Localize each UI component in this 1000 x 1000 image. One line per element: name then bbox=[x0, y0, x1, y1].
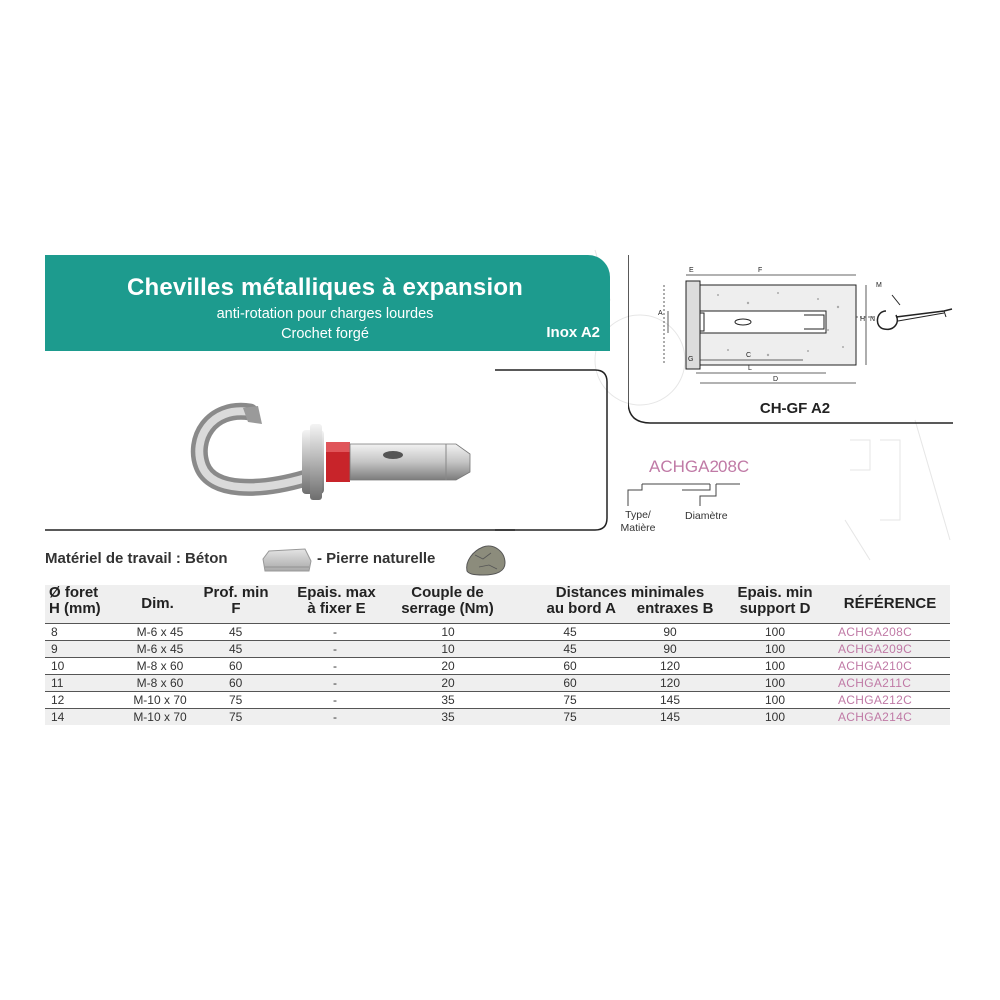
header-foret: Ø foret H (mm) bbox=[49, 584, 101, 617]
photo-frame-bottom bbox=[45, 528, 515, 536]
dim-label-h: H bbox=[860, 316, 866, 323]
dim-label-e: E bbox=[689, 267, 694, 274]
dim-label-g: G bbox=[688, 356, 694, 363]
header-banner bbox=[45, 255, 610, 351]
header-bord: au bord A bbox=[546, 600, 616, 617]
table-body bbox=[45, 623, 950, 725]
table-row: 11 M-8 x 60 60 - 20 60 120 100 ACHGA211C bbox=[45, 674, 950, 691]
concrete-icon bbox=[261, 547, 313, 573]
dim-label-l: L bbox=[748, 365, 752, 372]
table-row: 10 M-8 x 60 60 - 20 60 120 100 ACHGA210C bbox=[45, 657, 950, 674]
table-row: 9 M-6 x 45 45 - 10 45 90 100 ACHGA209C bbox=[45, 640, 950, 657]
material-badge: Inox A2 bbox=[546, 324, 600, 341]
natural-stone-icon bbox=[463, 541, 507, 577]
header-distances: Distances minimales au bord A entraxes B bbox=[546, 584, 714, 617]
table-row: 14 M-10 x 70 75 - 35 75 145 100 ACHGA214C bbox=[45, 708, 950, 725]
reference-code: ACHGA212C bbox=[838, 693, 913, 707]
reference-code-brackets bbox=[600, 478, 750, 512]
specifications-table bbox=[45, 585, 950, 725]
reference-code: ACHGA210C bbox=[838, 659, 913, 673]
working-material-label: Matériel de travail : Béton bbox=[45, 550, 228, 567]
table-header bbox=[45, 585, 950, 623]
reference-code: ACHGA214C bbox=[838, 710, 913, 724]
header-dim: Dim. bbox=[141, 595, 174, 612]
header-entraxes: entraxes B bbox=[636, 600, 714, 617]
reference-code-prefix: ACHGA2 bbox=[649, 457, 719, 476]
page-title: Chevilles métalliques à expansion bbox=[126, 274, 524, 301]
dim-label-m: M bbox=[876, 282, 882, 289]
hook-bolt-image bbox=[188, 400, 488, 510]
header-couple: Couple de serrage (Nm) bbox=[401, 584, 494, 617]
header-epais-max: Epais. max à fixer E bbox=[297, 584, 376, 617]
dim-label-c: C bbox=[746, 352, 752, 359]
header-support: Epais. min support D bbox=[737, 584, 813, 617]
drawing-caption: CH-GF A2 bbox=[759, 400, 831, 417]
page-subtitle-2: Crochet forgé bbox=[281, 326, 369, 342]
dim-label-d: D bbox=[773, 376, 779, 383]
dim-label-n: N bbox=[870, 316, 876, 323]
dim-label-f: F bbox=[758, 267, 763, 274]
reference-code-suffix: 08C bbox=[718, 457, 750, 476]
reference-code-type-label: Type/ Matière bbox=[620, 509, 656, 534]
natural-stone-label: - Pierre naturelle bbox=[317, 550, 436, 567]
table-row: 12 M-10 x 70 75 - 35 75 145 100 ACHGA212C bbox=[45, 691, 950, 708]
table-row: 8 M-6 x 45 45 - 10 45 90 100 ACHGA208C bbox=[45, 623, 950, 640]
header-prof: Prof. min F bbox=[203, 584, 269, 617]
reference-code: ACHGA211C bbox=[838, 676, 912, 690]
reference-code-diameter-label: Diamètre bbox=[685, 510, 728, 522]
reference-code: ACHGA209C bbox=[838, 642, 913, 656]
reference-code: ACHGA208C bbox=[838, 625, 913, 639]
page-subtitle: anti-rotation pour charges lourdes bbox=[216, 306, 434, 322]
dim-label-a: A bbox=[658, 310, 663, 317]
header-reference: RÉFÉRENCE bbox=[843, 595, 937, 612]
